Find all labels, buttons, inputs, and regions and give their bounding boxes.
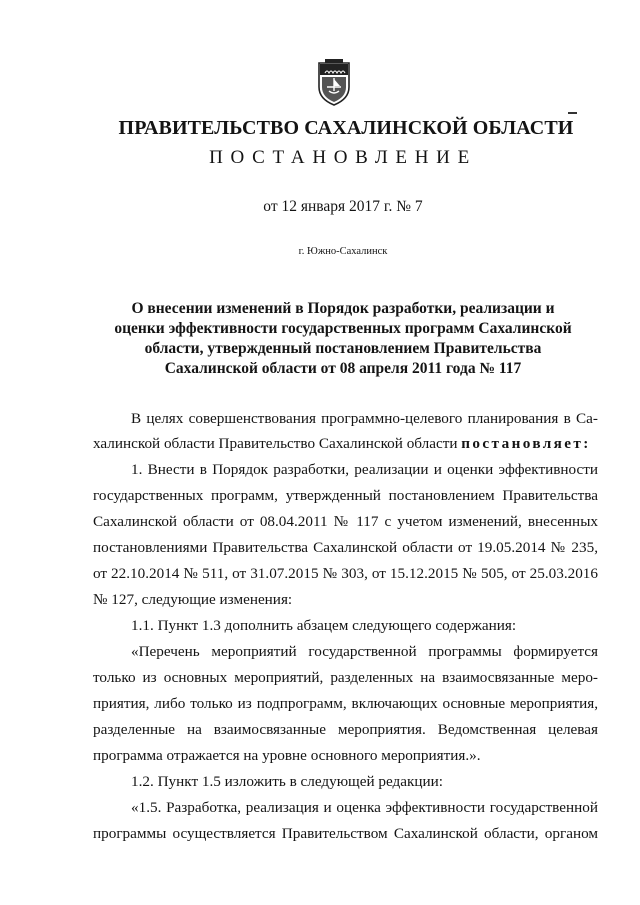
coat-of-arms-emblem: [315, 57, 353, 107]
body-line: № 127, следующие изменения:: [93, 591, 293, 608]
body-line: программы осуществляется Правительством Сахалинской области, органом: [93, 825, 598, 842]
body-line: «1.5. Разработка, реализация и оценка эффективности государственной: [131, 799, 598, 816]
subject-line: О внесении изменений в Порядок разработки, реализации и: [131, 300, 555, 317]
body-line: 1.2. Пункт 1.5 изложить в следующей редакции:: [131, 773, 444, 790]
body-line: [93, 433, 591, 455]
body-line: разделенные на взаимосвязанные мероприятия. Ведомственная целевая: [93, 721, 598, 738]
body-line: В целях совершенствования программно-целевого планирования в Са-: [131, 410, 598, 427]
body-line: государственных программ, утвержденный постановлением Правительства: [93, 487, 598, 504]
subject-line: оценки эффективности государственных программ Сахалинской: [114, 320, 572, 337]
body-line: постановлениями Правительства Сахалинской области от 19.05.2014 № 235,: [93, 539, 598, 556]
document-type: ПОСТАНОВЛЕНИЕ: [209, 147, 477, 168]
document-subject: [93, 299, 593, 379]
decree-word: постановляет:: [461, 435, 591, 452]
body-line: 1.1. Пункт 1.3 дополнить абзацем следующего содержания:: [131, 617, 517, 634]
date-and-number: от 12 января 2017 г. № 7: [263, 198, 423, 215]
body-line: программа отражается на уровне основного мероприятия.».: [93, 747, 481, 764]
body-text: халинской области Правительство Сахалинской области: [93, 435, 458, 452]
body-line: Сахалинской области от 08.04.2011 № 117 с учетом изменений, внесенных: [93, 513, 598, 530]
body-line: от 22.10.2014 № 511, от 31.07.2015 № 303, от 15.12.2015 № 505, от 25.03.2016: [93, 565, 598, 582]
body-line: приятия, либо только из подпрограмм, включающих основные мероприятия,: [93, 695, 598, 712]
body-line: 1. Внести в Порядок разработки, реализации и оценки эффективности: [131, 461, 598, 478]
government-title: ПРАВИТЕЛЬСТВО САХАЛИНСКОЙ ОБЛАСТИ: [118, 117, 574, 139]
subject-line: области, утвержденный постановлением Правительства: [144, 340, 542, 357]
body-line: «Перечень мероприятий государственной программы формируется: [131, 643, 598, 660]
subject-line: Сахалинской области от 08 апреля 2011 года № 117: [164, 360, 522, 377]
body-line: только из основных мероприятий, разделенных на взаимосвязанные меро-: [93, 669, 598, 686]
scan-mark: [568, 112, 577, 114]
city: г. Южно-Сахалинск: [298, 246, 388, 257]
